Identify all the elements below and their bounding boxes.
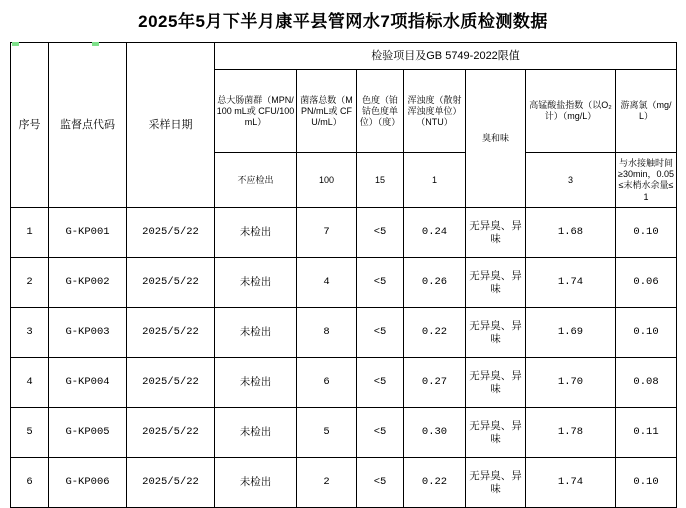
cell-coliform: 未检出 — [215, 308, 297, 358]
water-quality-table — [10, 42, 677, 508]
cell-free-chlorine: 0.08 — [616, 358, 677, 408]
cell-turbidity: 0.24 — [404, 208, 466, 258]
cell-colony: 6 — [297, 358, 357, 408]
cell-colony: 8 — [297, 308, 357, 358]
cell-chroma: <5 — [357, 258, 404, 308]
cell-permanganate: 1.69 — [526, 308, 616, 358]
cell-turbidity: 0.22 — [404, 458, 466, 508]
cell-odor: 无异臭、异味 — [466, 258, 526, 308]
header-group-standard: 检验项目及GB 5749-2022限值 — [215, 43, 677, 70]
table-row — [11, 258, 677, 308]
header-permanganate: 高锰酸盐指数（以O₂计）（mg/L） — [526, 70, 616, 153]
limit-free-chlorine: 与水接触时间≥30min，0.05≤末梢水余量≤1 — [616, 153, 677, 208]
cell-permanganate: 1.74 — [526, 458, 616, 508]
table-header-group-row — [11, 43, 677, 70]
cell-coliform: 未检出 — [215, 458, 297, 508]
cell-colony: 2 — [297, 458, 357, 508]
page-title: 2025年5月下半月康平县管网水7项指标水质检测数据 — [138, 12, 548, 31]
header-sample-date: 采样日期 — [127, 43, 215, 208]
cell-colony: 5 — [297, 408, 357, 458]
cell-permanganate: 1.70 — [526, 358, 616, 408]
table-row — [11, 358, 677, 408]
cell-site-code: G-KP003 — [49, 308, 127, 358]
table-row — [11, 408, 677, 458]
selection-marker-left — [12, 42, 19, 46]
cell-free-chlorine: 0.10 — [616, 308, 677, 358]
header-coliform: 总大肠菌群（MPN/100 mL或 CFU/100 mL） — [215, 70, 297, 153]
selection-marker-right — [92, 42, 99, 46]
cell-chroma: <5 — [357, 408, 404, 458]
cell-free-chlorine: 0.11 — [616, 408, 677, 458]
limit-colony: 100 — [297, 153, 357, 208]
cell-index: 3 — [11, 308, 49, 358]
cell-permanganate: 1.74 — [526, 258, 616, 308]
cell-coliform: 未检出 — [215, 358, 297, 408]
cell-chroma: <5 — [357, 458, 404, 508]
limit-turbidity: 1 — [404, 153, 466, 208]
cell-coliform: 未检出 — [215, 208, 297, 258]
cell-index: 2 — [11, 258, 49, 308]
cell-sample-date: 2025/5/22 — [127, 208, 215, 258]
cell-odor: 无异臭、异味 — [466, 208, 526, 258]
cell-site-code: G-KP004 — [49, 358, 127, 408]
header-free-chlorine: 游离氯（mg/L） — [616, 70, 677, 153]
cell-odor: 无异臭、异味 — [466, 408, 526, 458]
cell-site-code: G-KP006 — [49, 458, 127, 508]
cell-chroma: <5 — [357, 358, 404, 408]
cell-site-code: G-KP001 — [49, 208, 127, 258]
cell-coliform: 未检出 — [215, 408, 297, 458]
cell-sample-date: 2025/5/22 — [127, 308, 215, 358]
cell-odor: 无异臭、异味 — [466, 358, 526, 408]
cell-coliform: 未检出 — [215, 258, 297, 308]
cell-odor: 无异臭、异味 — [466, 458, 526, 508]
header-index: 序号 — [11, 43, 49, 208]
cell-site-code: G-KP005 — [49, 408, 127, 458]
cell-free-chlorine: 0.06 — [616, 258, 677, 308]
header-turbidity: 浑浊度（散射浑浊度单位）（NTU） — [404, 70, 466, 153]
cell-index: 4 — [11, 358, 49, 408]
cell-turbidity: 0.26 — [404, 258, 466, 308]
cell-index: 6 — [11, 458, 49, 508]
cell-site-code: G-KP002 — [49, 258, 127, 308]
cell-free-chlorine: 0.10 — [616, 208, 677, 258]
cell-index: 1 — [11, 208, 49, 258]
cell-sample-date: 2025/5/22 — [127, 358, 215, 408]
header-site-code: 监督点代码 — [49, 43, 127, 208]
header-odor: 臭和味 — [466, 70, 526, 208]
header-chroma: 色度（铂钴色度单位）（度） — [357, 70, 404, 153]
cell-chroma: <5 — [357, 208, 404, 258]
limit-permanganate: 3 — [526, 153, 616, 208]
cell-sample-date: 2025/5/22 — [127, 458, 215, 508]
cell-permanganate: 1.78 — [526, 408, 616, 458]
cell-permanganate: 1.68 — [526, 208, 616, 258]
limit-coliform: 不应检出 — [215, 153, 297, 208]
table-row — [11, 308, 677, 358]
cell-colony: 7 — [297, 208, 357, 258]
header-colony: 菌落总数（MPN/mL或 CFU/mL） — [297, 70, 357, 153]
cell-odor: 无异臭、异味 — [466, 308, 526, 358]
cell-turbidity: 0.22 — [404, 308, 466, 358]
cell-sample-date: 2025/5/22 — [127, 408, 215, 458]
cell-free-chlorine: 0.10 — [616, 458, 677, 508]
limit-chroma: 15 — [357, 153, 404, 208]
cell-sample-date: 2025/5/22 — [127, 258, 215, 308]
cell-index: 5 — [11, 408, 49, 458]
cell-turbidity: 0.27 — [404, 358, 466, 408]
cell-turbidity: 0.30 — [404, 408, 466, 458]
cell-colony: 4 — [297, 258, 357, 308]
table-row — [11, 208, 677, 258]
cell-chroma: <5 — [357, 308, 404, 358]
table-row — [11, 458, 677, 508]
